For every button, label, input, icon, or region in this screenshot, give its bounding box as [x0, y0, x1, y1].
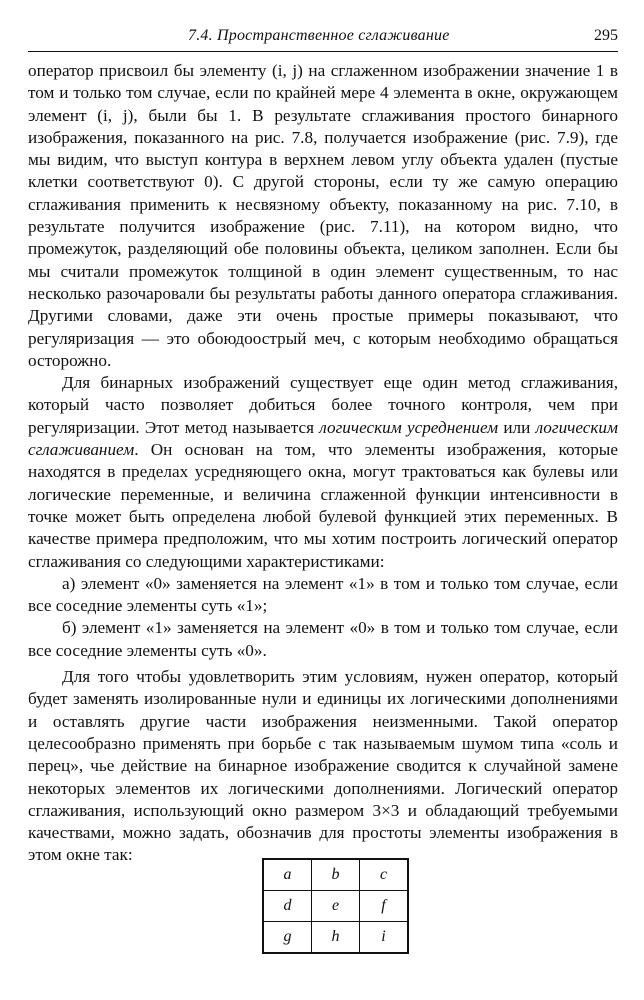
window-grid: [262, 858, 409, 954]
grid-row: [263, 891, 408, 922]
grid-row: [263, 859, 408, 891]
italic-term: логическим усреднением: [319, 417, 499, 437]
window-grid-figure: [262, 858, 409, 954]
grid-cell: f: [360, 891, 409, 922]
list-item: [28, 573, 618, 618]
text-run: . Он основан на том, что элементы изображения, которые находятся в пределах усредняющего окна, могут трактоваться как булевы или логические переменные, и величина сглаженной функции интенсивности в точке может быть определена любой булевой функцией этих переменных. В качестве примера предположим, что мы хотим построить логический оператор сглаживания со следующими характеристиками:: [28, 440, 618, 571]
grid-cell: h: [312, 922, 360, 954]
grid-cell: a: [263, 859, 312, 891]
section-title: 7.4. Пространственное сглаживание: [188, 27, 450, 44]
text-run: Для того чтобы удовлетворить этим условиям, нужен оператор, который будет заменять изолированные нули и единицы их логическими дополнениями и оставлять другие части изображения неизменными. Такой оператор целесообразно применять при борьбе с так называемым шумом типа «соль и перец», чье действие на бинарное изображение сводится к случайной замене некоторых элементов их логическими дополнениями. Логический оператор сглаживания, использующий окно размером 3×3 и обладающий требуемыми качествами, можно задать, обозначив для простоты элементы изображения в этом окне так:: [28, 667, 618, 865]
grid-cell: g: [263, 922, 312, 954]
text-run: Для бинарных изображений существует еще один метод сглаживания, который часто позволяет добиться более точного контроля, чем при регуляризации. Этот метод называется: [28, 373, 618, 437]
grid-cell: c: [360, 859, 409, 891]
paragraph: [28, 60, 618, 372]
grid-cell: e: [312, 891, 360, 922]
grid-cell: b: [312, 859, 360, 891]
grid-cell: d: [263, 891, 312, 922]
text-run: или: [498, 417, 536, 437]
text-run: а) элемент «0» заменяется на элемент «1» в том и только том случае, если все соседние элементы суть «1»;: [28, 573, 618, 616]
grid-row: [263, 922, 408, 954]
paragraph: [28, 372, 618, 573]
body-text: [28, 60, 618, 867]
paragraph: [28, 666, 618, 867]
italic-term: логическим сглаживанием: [28, 417, 618, 460]
text-run: оператор присвоил бы элементу (i, j) на сглаженном изображении значение 1 в том и только том случае, если по крайней мере 4 элемента в окне, окружающем элемент (i, j), были бы 1. В результате сглаживания простого бинарного изображения, показанного на рис. 7.8, получается изображение (рис. 7.9), где мы видим, что выступ контура в верхнем левом углу объекта удален (пустые клетки соответствуют 0). С другой стороны, если ту же самую операцию сглаживания применить к несвязному объекту, показанному на рис. 7.10, в результате получится изображение (рис. 7.11), на котором видно, что промежуток, разделяющий обе половины объекта, целиком заполнен. Если бы мы считали промежуток толщиной в один элемент существенным, то нас несколько разочаровали бы результаты работы данного оператора сглаживания. Другими словами, даже эти очень простые примеры показывают, что регуляризация — это обоюдоострый меч, с которым необходимо обращаться осторожно.: [28, 61, 618, 370]
grid-cell: i: [360, 922, 409, 954]
list-item: [28, 617, 618, 662]
header-rule: [28, 51, 618, 52]
text-run: б) элемент «1» заменяется на элемент «0» в том и только том случае, если все соседние элементы суть «0».: [28, 618, 618, 660]
page-number: 295: [594, 27, 618, 44]
running-head: [28, 27, 618, 51]
